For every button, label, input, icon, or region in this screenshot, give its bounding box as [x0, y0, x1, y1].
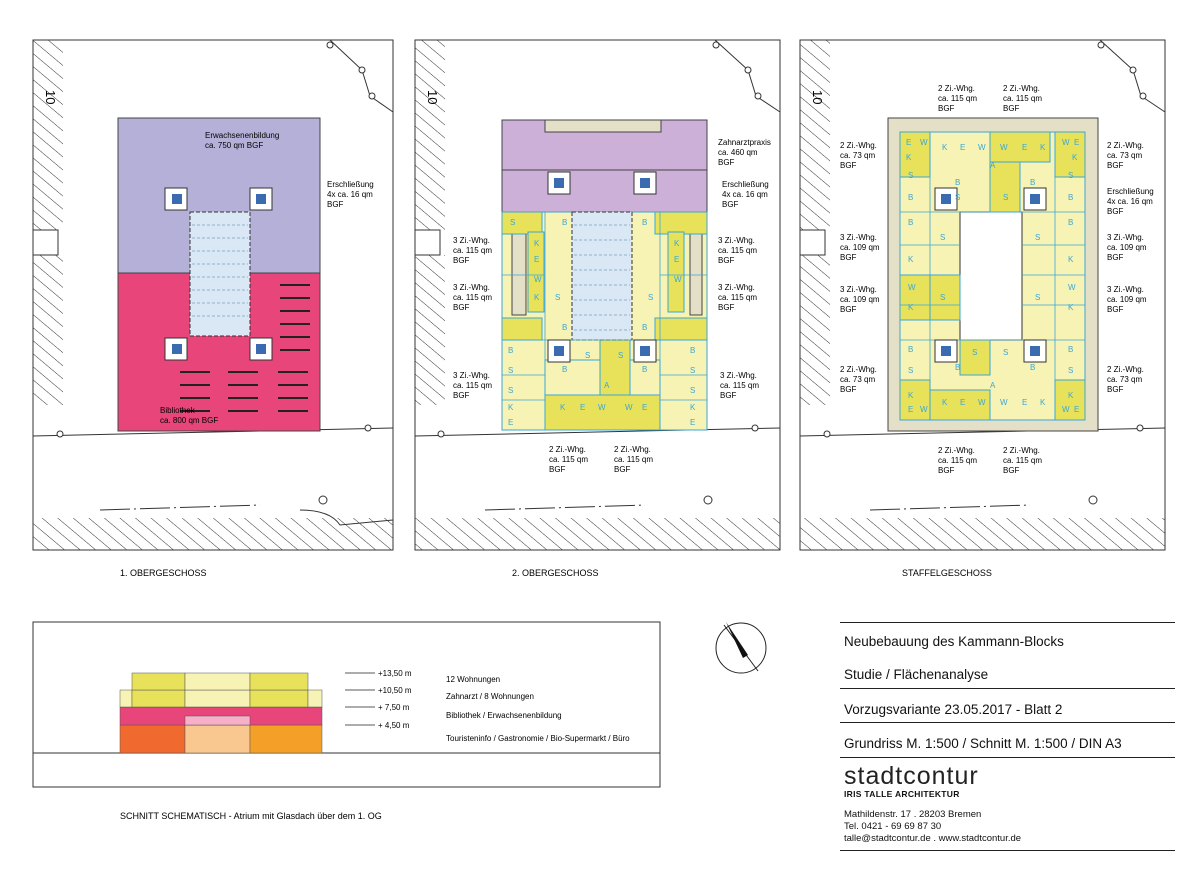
svg-text:B: B — [1030, 178, 1036, 187]
svg-text:S: S — [555, 293, 561, 302]
svg-text:W: W — [1000, 398, 1008, 407]
svg-text:W: W — [598, 403, 606, 412]
svg-text:S: S — [1035, 233, 1041, 242]
apt-label: 3 Zi.-Whg. — [1107, 285, 1144, 294]
address-line: Mathildenstr. 17 . 28203 Bremen — [844, 809, 982, 820]
apt-label: ca. 73 qm — [840, 151, 876, 160]
apt-label: BGF — [840, 161, 857, 170]
apt-label: ca. 115 qm — [720, 381, 759, 390]
apt-label: BGF — [614, 465, 631, 474]
svg-text:B: B — [562, 365, 568, 374]
atrium — [190, 212, 250, 336]
biblio-label-1: Bibliothek — [160, 406, 195, 415]
svg-text:K: K — [1040, 143, 1046, 152]
apt-label: 3 Zi.-Whg. — [840, 285, 877, 294]
svg-text:E: E — [580, 403, 586, 412]
svg-text:W: W — [1062, 138, 1070, 147]
erschl-label-1: Erschließung — [327, 180, 374, 189]
apt-label: ca. 73 qm — [1107, 375, 1143, 384]
apt-label: ca. 115 qm — [718, 246, 757, 255]
svg-text:B: B — [562, 218, 568, 227]
apt-label: 2 Zi.-Whg. — [938, 84, 975, 93]
svg-text:W: W — [625, 403, 633, 412]
project-title: Neubebauung des Kammann-Blocks — [844, 634, 1064, 649]
apt-label: BGF — [1003, 104, 1020, 113]
svg-text:S: S — [955, 193, 961, 202]
svg-text:B: B — [908, 193, 914, 202]
apt-label: ca. 115 qm — [718, 293, 757, 302]
apt-label: BGF — [938, 466, 955, 475]
erwachsenen-label-2: ca. 750 qm BGF — [205, 141, 264, 150]
apt-label: BGF — [1107, 253, 1124, 262]
svg-text:K: K — [908, 391, 914, 400]
grid-label: 10 — [43, 90, 58, 105]
svg-text:K: K — [508, 403, 514, 412]
use-label: 12 Wohnungen — [446, 675, 501, 684]
svg-text:E: E — [674, 255, 680, 264]
level-label: + 7,50 m — [378, 703, 410, 712]
svg-text:W: W — [1000, 143, 1008, 152]
apt-label: 3 Zi.-Whg. — [1107, 233, 1144, 242]
apt-label: 2 Zi.-Whg. — [614, 445, 651, 454]
svg-text:S: S — [972, 348, 978, 357]
svg-text:S: S — [510, 218, 516, 227]
apt-label: ca. 115 qm — [614, 455, 653, 464]
svg-text:B: B — [562, 323, 568, 332]
apt-label: BGF — [718, 303, 735, 312]
svg-text:K: K — [906, 153, 912, 162]
svg-text:K: K — [1040, 398, 1046, 407]
svg-text:E: E — [508, 418, 514, 427]
svg-text:W: W — [534, 275, 542, 284]
svg-text:E: E — [908, 405, 914, 414]
svg-text:W: W — [1068, 283, 1076, 292]
svg-text:B: B — [508, 346, 514, 355]
apt-label: BGF — [453, 303, 470, 312]
plan-3-staffelgeschoss — [800, 40, 1165, 578]
apt-label: ca. 109 qm — [1107, 243, 1147, 252]
apt-label: 2 Zi.-Whg. — [1003, 446, 1040, 455]
phone-line: Tel. 0421 - 69 69 87 30 — [844, 821, 942, 832]
firm-subtitle: IRIS TALLE ARCHITEKTUR — [844, 789, 960, 799]
svg-text:K: K — [908, 303, 914, 312]
use-label: Touristeninfo / Gastronomie / Bio-Supermarkt / Büro — [446, 734, 630, 743]
svg-text:E: E — [534, 255, 540, 264]
apt-label: 2 Zi.-Whg. — [1107, 141, 1144, 150]
svg-text:K: K — [908, 255, 914, 264]
open-courtyard — [960, 212, 1022, 340]
svg-text:K: K — [942, 143, 948, 152]
svg-text:B: B — [1068, 345, 1074, 354]
apt-label: BGF — [938, 104, 955, 113]
svg-text:S: S — [1035, 293, 1041, 302]
apt-label: 3 Zi.-Whg. — [453, 236, 490, 245]
svg-text:E: E — [960, 398, 966, 407]
svg-text:B: B — [690, 346, 696, 355]
level-label: +13,50 m — [378, 669, 412, 678]
svg-text:B: B — [955, 363, 961, 372]
svg-text:S: S — [585, 351, 591, 360]
plan-1-obergeschoss — [33, 40, 393, 578]
svg-text:S: S — [690, 366, 696, 375]
apt-label: ca. 109 qm — [840, 243, 880, 252]
apt-label: ca. 109 qm — [840, 295, 880, 304]
apt-label: 2 Zi.-Whg. — [840, 141, 877, 150]
use-label: Zahnarzt / 8 Wohnungen — [446, 692, 534, 701]
apt-label: ca. 115 qm — [453, 246, 492, 255]
svg-text:E: E — [1022, 398, 1028, 407]
svg-text:S: S — [648, 293, 654, 302]
svg-text:E: E — [1074, 405, 1080, 414]
svg-text:W: W — [1062, 405, 1070, 414]
apt-label: ca. 73 qm — [840, 375, 876, 384]
scale-title: Grundriss M. 1:500 / Schnitt M. 1:500 / DIN A3 — [844, 736, 1122, 751]
apt-label: BGF — [718, 256, 735, 265]
firm-logo: stadtcontur — [844, 762, 979, 790]
apt-label: 3 Zi.-Whg. — [720, 371, 757, 380]
svg-text:K: K — [560, 403, 566, 412]
svg-text:E: E — [906, 138, 912, 147]
north-arrow-icon — [716, 622, 766, 673]
svg-text:S: S — [908, 171, 914, 180]
erschl-label-2: 4x ca. 16 qm — [327, 190, 373, 199]
apt-label: 2 Zi.-Whg. — [1107, 365, 1144, 374]
variant-title: Vorzugsvariante 23.05.2017 - Blatt 2 — [844, 702, 1063, 717]
svg-text:S: S — [690, 386, 696, 395]
apt-label: 2 Zi.-Whg. — [840, 365, 877, 374]
erschl-label: BGF — [1107, 207, 1124, 216]
svg-text:B: B — [1068, 218, 1074, 227]
study-title: Studie / Flächenanalyse — [844, 667, 989, 682]
apt-label: 3 Zi.-Whg. — [453, 283, 490, 292]
apt-label: BGF — [1107, 385, 1124, 394]
svg-text:K: K — [942, 398, 948, 407]
level-label: + 4,50 m — [378, 721, 410, 730]
zahn-label-3: BGF — [718, 158, 735, 167]
svg-text:B: B — [955, 178, 961, 187]
apt-label: 2 Zi.-Whg. — [1003, 84, 1040, 93]
erschl-label: 4x ca. 16 qm — [1107, 197, 1153, 206]
zahn-label-1: Zahnarztpraxis — [718, 138, 771, 147]
plan-caption: STAFFELGESCHOSS — [902, 568, 992, 578]
svg-text:S: S — [508, 386, 514, 395]
svg-text:S: S — [940, 293, 946, 302]
svg-text:S: S — [1068, 171, 1074, 180]
svg-text:E: E — [1022, 143, 1028, 152]
erwachsenen-label-1: Erwachsenenbildung — [205, 131, 280, 140]
plan-caption: 2. OBERGESCHOSS — [512, 568, 599, 578]
erschl-label: Erschließung — [1107, 187, 1154, 196]
apt-label: BGF — [840, 305, 857, 314]
apt-label: BGF — [453, 256, 470, 265]
svg-text:A: A — [990, 161, 996, 170]
svg-text:S: S — [618, 351, 624, 360]
level-label: +10,50 m — [378, 686, 412, 695]
apt-label: BGF — [1003, 466, 1020, 475]
zahn-label-2: ca. 460 qm — [718, 148, 758, 157]
apt-label: BGF — [720, 391, 737, 400]
apt-label: BGF — [453, 391, 470, 400]
apt-label: ca. 115 qm — [1003, 456, 1042, 465]
svg-text:K: K — [1068, 303, 1074, 312]
apt-label: ca. 73 qm — [1107, 151, 1143, 160]
svg-text:S: S — [940, 233, 946, 242]
apt-label: ca. 115 qm — [1003, 94, 1042, 103]
svg-text:W: W — [920, 138, 928, 147]
apt-label: ca. 115 qm — [938, 456, 977, 465]
biblio-label-2: ca. 800 qm BGF — [160, 416, 219, 425]
svg-text:A: A — [990, 381, 996, 390]
svg-text:K: K — [1068, 255, 1074, 264]
svg-text:E: E — [1074, 138, 1080, 147]
svg-text:K: K — [1072, 153, 1078, 162]
svg-text:E: E — [642, 403, 648, 412]
apt-label: 2 Zi.-Whg. — [549, 445, 586, 454]
svg-text:W: W — [674, 275, 682, 284]
apt-label: 3 Zi.-Whg. — [453, 371, 490, 380]
plan-caption: 1. OBERGESCHOSS — [120, 568, 207, 578]
apt-label: ca. 115 qm — [549, 455, 588, 464]
erschl-label-3: BGF — [327, 200, 344, 209]
grid-label: 10 — [425, 90, 440, 105]
atrium — [572, 212, 632, 340]
svg-text:E: E — [690, 418, 696, 427]
svg-text:B: B — [642, 218, 648, 227]
apt-label: BGF — [840, 385, 857, 394]
svg-text:W: W — [920, 405, 928, 414]
svg-text:K: K — [674, 239, 680, 248]
svg-text:B: B — [908, 345, 914, 354]
use-label: Bibliothek / Erwachsenenbildung — [446, 711, 562, 720]
apt-label: ca. 109 qm — [1107, 295, 1147, 304]
erschl-label-2: 4x ca. 16 qm — [722, 190, 768, 199]
svg-text:E: E — [960, 143, 966, 152]
contact-line: talle@stadtcontur.de . www.stadtcontur.de — [844, 833, 1022, 844]
svg-text:A: A — [604, 381, 610, 390]
apt-label: ca. 115 qm — [938, 94, 977, 103]
section-caption: SCHNITT SCHEMATISCH - Atrium mit Glasdach über dem 1. OG — [120, 811, 382, 821]
svg-text:B: B — [908, 218, 914, 227]
apt-label: 2 Zi.-Whg. — [938, 446, 975, 455]
svg-text:K: K — [690, 403, 696, 412]
apt-label: ca. 115 qm — [453, 381, 492, 390]
apt-label: 3 Zi.-Whg. — [840, 233, 877, 242]
apt-label: BGF — [840, 253, 857, 262]
svg-text:W: W — [908, 283, 916, 292]
apt-label: ca. 115 qm — [453, 293, 492, 302]
svg-text:S: S — [908, 366, 914, 375]
svg-text:B: B — [642, 365, 648, 374]
apt-label: BGF — [1107, 305, 1124, 314]
section-schematic — [33, 622, 660, 821]
svg-text:S: S — [1003, 193, 1009, 202]
apt-label: BGF — [549, 465, 566, 474]
svg-text:B: B — [1068, 193, 1074, 202]
svg-text:K: K — [534, 239, 540, 248]
apt-label: BGF — [1107, 161, 1124, 170]
svg-text:K: K — [534, 293, 540, 302]
grid-label: 10 — [810, 90, 825, 105]
svg-text:S: S — [508, 366, 514, 375]
svg-text:W: W — [978, 398, 986, 407]
svg-text:S: S — [1068, 366, 1074, 375]
plan-2-obergeschoss — [415, 40, 780, 578]
erschl-label-3: BGF — [722, 200, 739, 209]
svg-text:B: B — [1030, 363, 1036, 372]
svg-text:B: B — [642, 323, 648, 332]
apt-label: 3 Zi.-Whg. — [718, 283, 755, 292]
neighbour-hatch — [33, 40, 63, 230]
apt-label: 3 Zi.-Whg. — [718, 236, 755, 245]
erschl-label-1: Erschließung — [722, 180, 769, 189]
svg-text:K: K — [1068, 391, 1074, 400]
svg-text:S: S — [1003, 348, 1009, 357]
svg-text:W: W — [978, 143, 986, 152]
